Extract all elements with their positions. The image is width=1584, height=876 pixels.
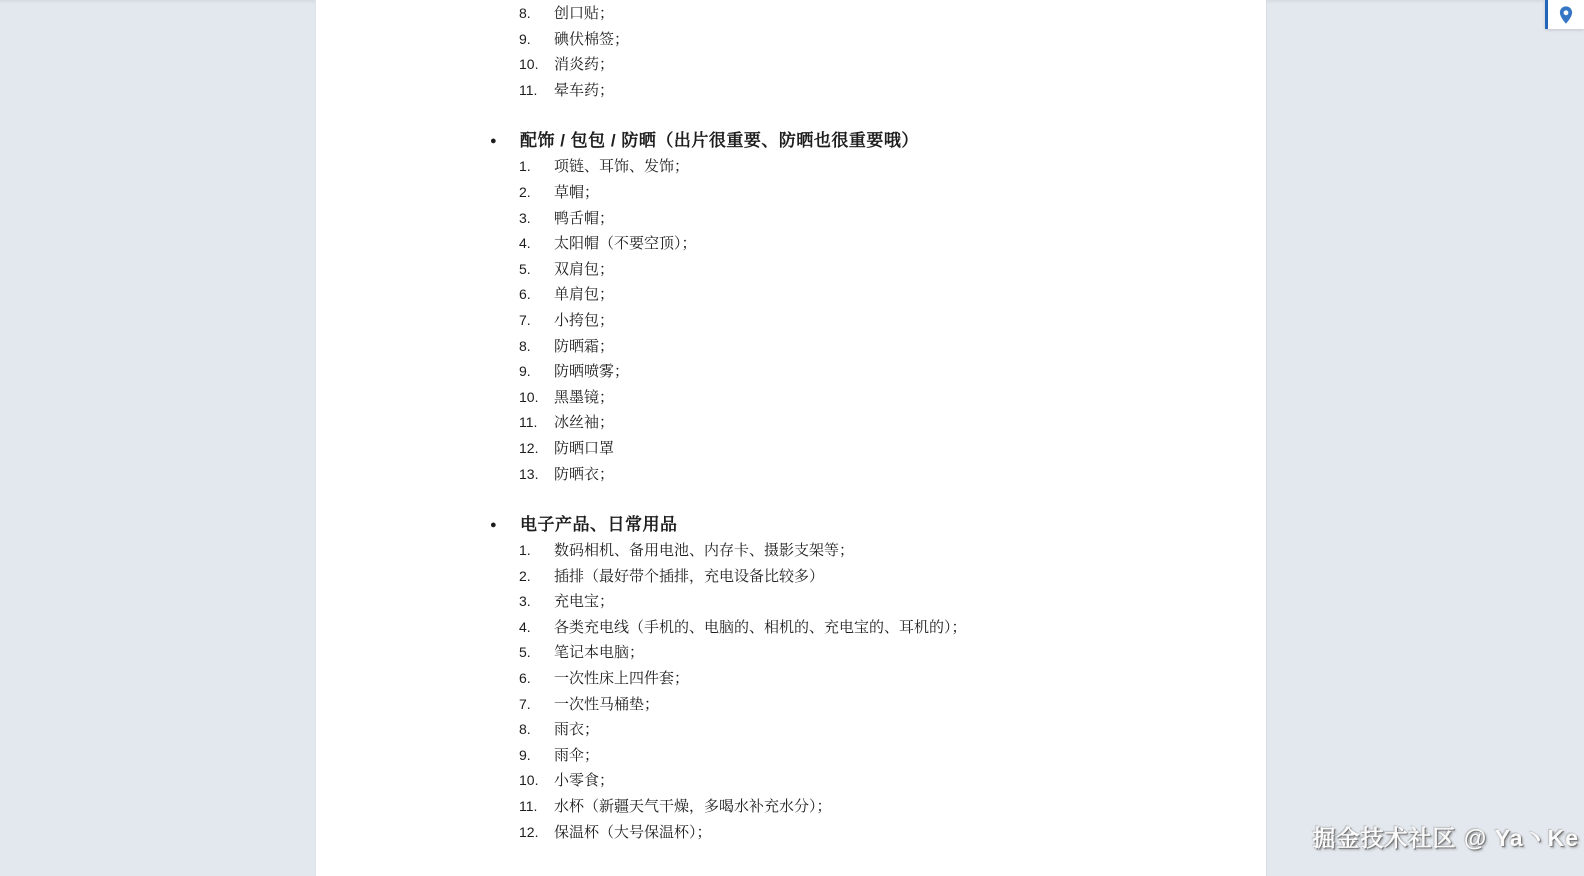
list-item-text: 雨衣；	[554, 721, 600, 739]
list-item-text: 项链、耳饰、发饰；	[554, 158, 690, 176]
list-item	[316, 743, 1266, 769]
watermark: 掘金技术社区 @ Ya丶Ke	[1312, 825, 1579, 851]
list-item-number: 9.	[519, 746, 531, 763]
bullet-icon: ●	[490, 135, 498, 148]
list-item-text: 各类充电线（手机的、电脑的、相机的、充电宝的、耳机的）；	[554, 618, 967, 636]
list-item	[316, 692, 1266, 718]
list-item-number: 6.	[519, 286, 531, 303]
list-item	[316, 794, 1266, 820]
list-item-text: 保温杯（大号保温杯）；	[554, 823, 712, 841]
list-item-text: 防晒喷雾；	[554, 363, 630, 381]
list-item-text: 创口贴；	[554, 5, 615, 22]
list-item-text: 黑墨镜；	[554, 388, 615, 406]
list-item-number: 13.	[519, 465, 539, 482]
list-item	[316, 359, 1266, 385]
list-item	[316, 589, 1266, 615]
list-item-text: 单肩包；	[554, 286, 615, 304]
list-item	[316, 768, 1266, 794]
list-item-number: 10.	[519, 388, 539, 405]
list-item-number: 7.	[519, 695, 531, 712]
list-item-number: 8.	[519, 337, 531, 354]
list-item-text: 太阳帽（不要空顶）；	[554, 235, 697, 253]
list-item	[316, 231, 1266, 257]
document-content	[316, 0, 1266, 845]
list-item-text: 防晒霜；	[554, 337, 615, 355]
list-item	[316, 52, 1266, 78]
list-item-text: 防晒衣；	[554, 465, 615, 483]
list-item-number: 1.	[519, 158, 531, 175]
list-item	[316, 180, 1266, 206]
list-item-number: 3.	[519, 209, 531, 226]
list-item-number: 4.	[519, 618, 531, 635]
list-item	[316, 666, 1266, 692]
list-item-number: 10.	[519, 772, 539, 789]
list-item	[316, 538, 1266, 564]
list-item	[316, 282, 1266, 308]
list-item	[316, 1, 1266, 27]
list-item-number: 1.	[519, 542, 531, 559]
list-item-text: 防晒口罩	[554, 439, 615, 457]
section-heading	[316, 512, 1266, 538]
list-item-text: 雨伞；	[554, 746, 600, 764]
list-item	[316, 640, 1266, 666]
list-item	[316, 27, 1266, 53]
list-item-text: 小零食；	[554, 772, 615, 790]
list-item-text: 冰丝袖；	[554, 414, 615, 432]
list-item	[316, 564, 1266, 590]
list-item	[316, 78, 1266, 104]
section-heading-text: 电子产品、日常用品	[520, 515, 678, 535]
list-item-text: 水杯（新疆天气干燥，多喝水补充水分）；	[554, 798, 832, 816]
list-item-number: 11.	[519, 414, 538, 431]
list-item-text: 双肩包；	[554, 260, 615, 278]
list-item-number: 11.	[519, 798, 538, 815]
list-item-number: 4.	[519, 235, 531, 252]
list-item	[316, 717, 1266, 743]
list-item	[316, 257, 1266, 283]
list-item-text: 晕车药；	[554, 81, 615, 99]
list-item-text: 充电宝；	[554, 593, 615, 611]
list-item-number: 10.	[519, 56, 539, 73]
bullet-icon: ●	[490, 519, 498, 532]
list-item-number: 7.	[519, 311, 531, 328]
list-item	[316, 436, 1266, 462]
list-item-number: 9.	[519, 363, 531, 380]
list-item	[316, 385, 1266, 411]
list-item	[316, 462, 1266, 488]
list-item-number: 2.	[519, 567, 531, 584]
list-item-number: 12.	[519, 439, 539, 456]
list-item	[316, 206, 1266, 232]
list-item	[316, 334, 1266, 360]
list-item	[316, 154, 1266, 180]
list-item-text: 一次性马桶垫；	[554, 695, 660, 713]
list-item-number: 5.	[519, 260, 531, 277]
list-item-text: 鸭舌帽；	[554, 209, 615, 227]
list-item-text: 消炎药；	[554, 56, 615, 74]
list-item-number: 6.	[519, 670, 531, 687]
list-item	[316, 615, 1266, 641]
list-item	[316, 308, 1266, 334]
list-item	[316, 410, 1266, 436]
list-item-text: 插排（最好带个插排，充电设备比较多）	[554, 567, 825, 585]
list-item-number: 11.	[519, 81, 538, 98]
list-item-number: 2.	[519, 183, 531, 200]
location-pin-icon	[1558, 5, 1574, 25]
list-item-text: 碘伏棉签；	[554, 30, 630, 48]
list-item-text: 小挎包；	[554, 311, 615, 329]
list-item-text: 笔记本电脑；	[554, 644, 645, 662]
list-item-number: 5.	[519, 644, 531, 661]
section-heading	[316, 128, 1266, 154]
section-heading-text: 配饰 / 包包 / 防晒（出片很重要、防晒也很重要哦）	[520, 131, 919, 151]
list-item-text: 数码相机、备用电池、内存卡、摄影支架等；	[554, 542, 855, 560]
list-item-number: 8.	[519, 721, 531, 738]
document-page	[315, 0, 1267, 876]
list-item-number: 3.	[519, 593, 531, 610]
list-item-number: 8.	[519, 5, 531, 21]
list-item	[316, 820, 1266, 846]
list-item-text: 草帽；	[554, 183, 600, 201]
list-item-text: 一次性床上四件套；	[554, 670, 690, 688]
extension-badge[interactable]	[1545, 0, 1584, 29]
list-item-number: 12.	[519, 823, 539, 840]
list-item-number: 9.	[519, 30, 531, 47]
